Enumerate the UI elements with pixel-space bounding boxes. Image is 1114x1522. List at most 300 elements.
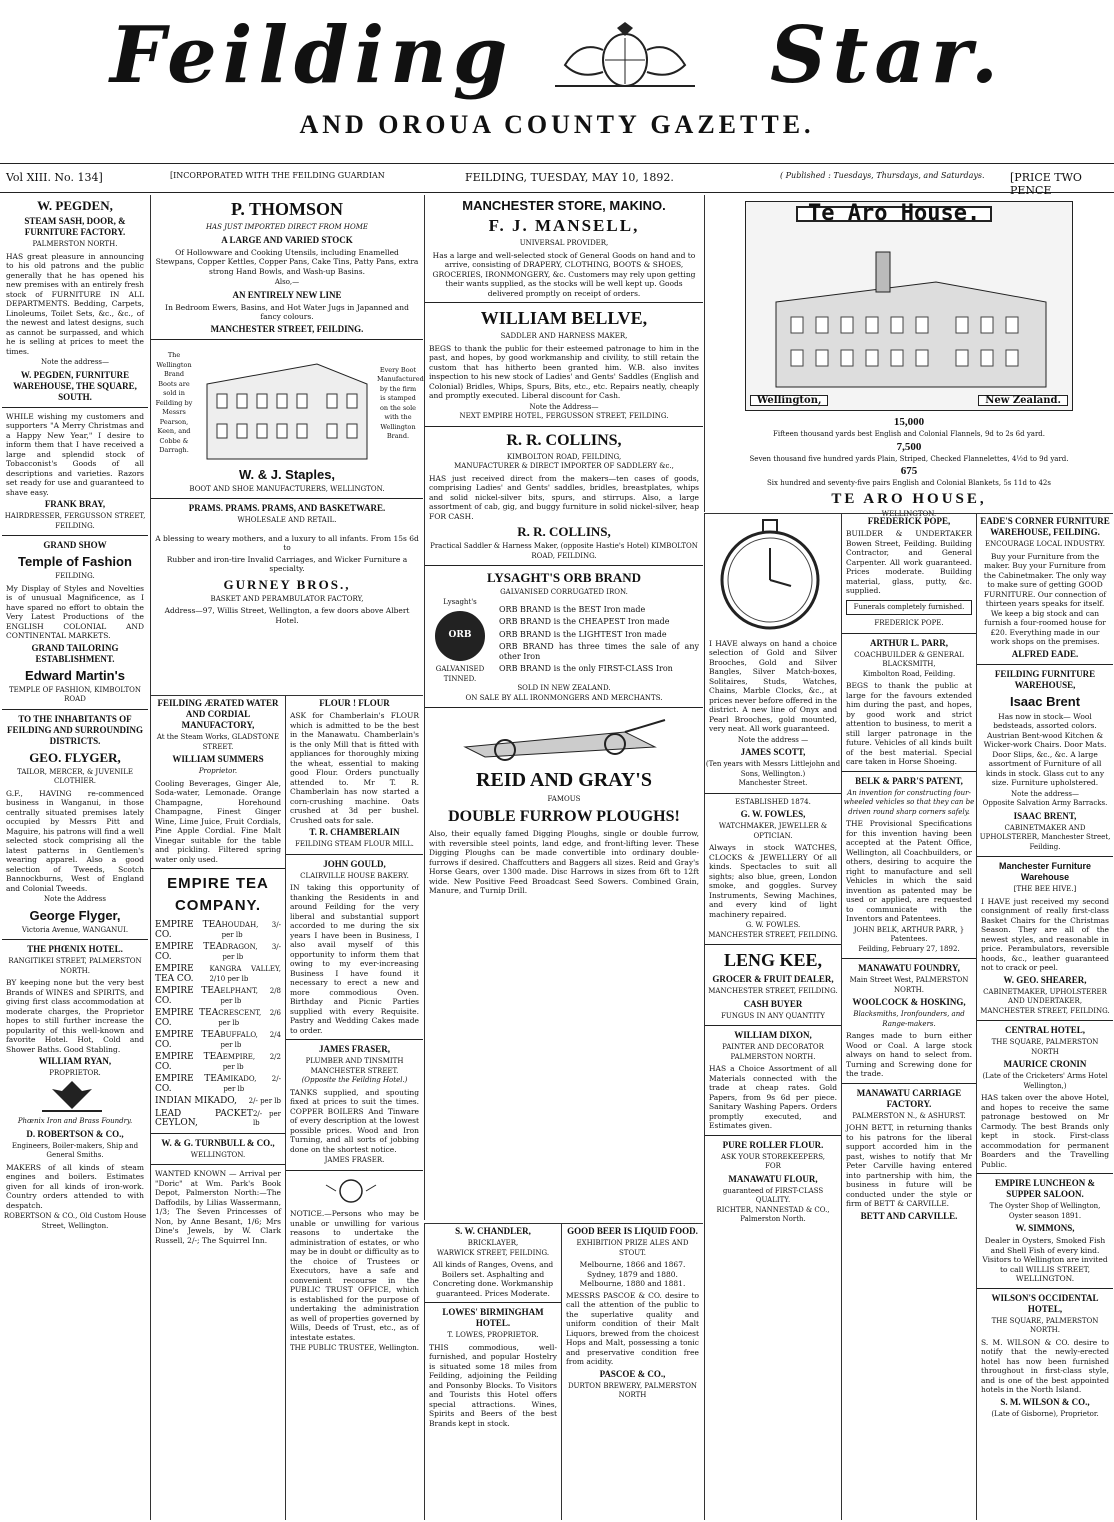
manchester-furniture-heading: Manchester Furniture Warehouse bbox=[998, 861, 1092, 882]
column-7 bbox=[704, 513, 841, 1520]
wilson-body: S. M. WILSON & CO. desire to notify that the newly-erected hotel has now been furnished throughout in first-class style, and is one of the best appointed hotels in the North Island. bbox=[981, 1337, 1109, 1394]
prams-body: A blessing to weary mothers, and a luxury to all infants. From 15s 6d to bbox=[155, 533, 419, 552]
cash-buyer: CASH BUYER bbox=[743, 998, 803, 1009]
public-trust-notice: NOTICE.—Persons who may be unable or unwilling for various reasons to undertake the administration of estates, or who may be in doubt or difficulty as to the choice of Trustees or Executors, have a safe and convenient recourse in the PUBLIC TRUST OFFICE, which is established for the purpose of undertaking the administration as well of properties governed by Wills, Deeds of Trust, etc., as of intestate estates. bbox=[290, 1209, 419, 1342]
orb-logo-icon: ORB bbox=[435, 611, 485, 661]
temple-of-fashion-heading: Temple of Fashion bbox=[18, 554, 132, 569]
pegden-address: W. PEGDEN, FURNITURE WAREHOUSE, THE SQUARE, SOUTH. bbox=[13, 369, 137, 402]
tea-price-row bbox=[155, 1053, 281, 1072]
scott-body: I HAVE always on hand a choice selection of Gold and Silver Brooches, Gold and Silver Bangles, Silver Match-boxes, Solitaires, Studs, Watches, Chains, Marble Clocks, &c., at prices never before offered in the district. A new line of Onyx and Pearl Brooches, gold mounted, very neat. All work guaranteed. bbox=[709, 638, 837, 733]
reid-gray-heading: REID AND GRAY'S bbox=[476, 768, 652, 791]
manawatu-flour-heading: MANAWATU FLOUR, bbox=[728, 1173, 818, 1184]
chandler-body: All kinds of Ranges, Ovens, and Boilers set. Asphalting and Concreting done. Workmanship guaranteed. Prices Moderate. bbox=[432, 1260, 554, 1298]
phoenix-foundry-heading: Phœnix Iron and Brass Foundry. bbox=[17, 1117, 133, 1125]
tea-price-list bbox=[151, 921, 285, 1129]
te-aro-banner: Te Aro House. bbox=[796, 206, 992, 222]
volume-number: Vol XIII. No. 134] bbox=[6, 171, 103, 184]
lowes-heading: LOWES' BIRMINGHAM HOTEL. bbox=[442, 1307, 544, 1328]
shearer-address: MANCHESTER STREET, FEILDING. bbox=[980, 1006, 1110, 1015]
collins-heading-2: R. R. COLLINS, bbox=[517, 524, 611, 539]
divider bbox=[151, 1133, 285, 1134]
manchester-furniture-subheading: [THE BEE HIVE.] bbox=[1013, 885, 1077, 893]
phoenix-body: BY keeping none but the very best Brands of WINES and SPIRITS, and giving first class accommodation at moderate charges, the Proprietor hopes to still further increase the popularity of this well-known and favorite Hotel. Hot, Cold and Shower Baths. Good Stabling. bbox=[6, 978, 144, 1054]
fowles-heading: G. W. FOWLES, bbox=[740, 809, 806, 819]
martin-subheading: TEMPLE OF FASHION, KIMBOLTON ROAD bbox=[8, 685, 142, 703]
leng-kee-heading: LENG KEE, bbox=[723, 950, 823, 970]
wilson-subheading: THE SQUARE, PALMERSTON NORTH. bbox=[991, 1316, 1099, 1334]
fraser-heading: JAMES FRASER, bbox=[318, 1044, 390, 1054]
orb-sale: ON SALE BY ALL IRONMONGERS AND MERCHANTS. bbox=[465, 693, 663, 702]
robertson-heading: D. ROBERTSON & CO., bbox=[26, 1128, 124, 1139]
collins-body: HAS just received direct from the makers—ten cases of goods, comprising Ladies' and Gents' saddles, bridles, breastplates, whips and solid nickel-silver bits, spurs, and stirrups. Also, a large assortment of cab, gig, and buggy furniture in solid nickel-silver, heap FOR CASH. bbox=[429, 473, 699, 521]
figure-675-text: Six hundred and seventy-five pairs English and Colonial Blankets, 5s 11d to 42s bbox=[767, 479, 1051, 487]
aerated-subheading: At the Steam Works, GLADSTONE STREET. bbox=[156, 733, 280, 751]
thomson-new-line-body: In Bedroom Ewers, Basins, and Hot Water Jugs in Japanned and fancy colours. bbox=[165, 302, 409, 321]
tea-price: ELPHANT, 2/8 per lb bbox=[220, 987, 281, 1005]
cronin-body: HAS taken over the above Hotel, and hopes to receive the same patronage bestowed on Mr Carmody. The best Brands only kept in stock. First-class accommodation for permanent Boarders and the Travelling Public. bbox=[981, 1093, 1109, 1169]
tea-price-row bbox=[155, 1075, 281, 1094]
encourage-local: ENCOURAGE LOCAL INDUSTRY. bbox=[984, 540, 1106, 548]
figure-15000-text: Fifteen thousand yards best English and Colonial Flannels, 9d to 2s 6d yard. bbox=[773, 430, 1045, 438]
cronin-heading: MAURICE CRONIN bbox=[1003, 1059, 1087, 1069]
orb-claim-line: ORB BRAND is the only FIRST-CLASS Iron bbox=[499, 664, 673, 673]
robertson-body: MAKERS of all kinds of steam engines and boilers. Estimates given for all kinds of iron-work. Country orders attended to with despatch. bbox=[6, 1162, 144, 1210]
ask-storekeepers: ASK YOUR STOREKEEPERS, bbox=[721, 1152, 825, 1161]
fraser-address: MANCHESTER STREET. bbox=[310, 1066, 399, 1075]
divider bbox=[425, 1302, 561, 1303]
masthead bbox=[0, 0, 1114, 150]
divider bbox=[2, 939, 148, 940]
divider bbox=[151, 1164, 285, 1165]
dixon-body: HAS a Choice Assortment of all Materials connected with the trade at cheap rates. Gold Papers, from 9s 6d per piece. Sanitary Washing Papers. Orders promptly executed, and Estimates given. bbox=[709, 1064, 837, 1130]
fraser-subheading: PLUMBER AND TINSMITH bbox=[305, 1057, 404, 1065]
bett-carville-signature: BETT AND CARVILLE. bbox=[860, 1210, 958, 1221]
patent-subheading: An invention for constructing four-wheeled vehicles so that they can be driven round sharp corners safely. bbox=[843, 788, 975, 816]
chandler-address: WARWICK STREET, FEILDING. bbox=[436, 1248, 550, 1257]
manawatu-flour-subheading: guaranteed of FIRST-CLASS QUALITY. bbox=[722, 1186, 824, 1204]
eade-body: Buy your Furniture from the maker. Buy your Furniture from the Cabinetmaker. The only way to make sure of getting GOOD FURNITURE. Our connection of thirteen years speaks for itself. We keep a big stock and can furnish a four-roomed house for £20. Everything made in our work shops on the premises. bbox=[983, 551, 1107, 646]
divider bbox=[286, 854, 423, 855]
divider bbox=[2, 709, 148, 710]
column-6 bbox=[561, 1223, 703, 1520]
divider bbox=[705, 1025, 841, 1026]
orb-claims bbox=[495, 598, 703, 685]
parr-subheading: COACHBUILDER & GENERAL BLACKSMITH, bbox=[854, 650, 964, 668]
leng-kee-address: MANCHESTER STREET, FEILDING. bbox=[708, 987, 838, 995]
lowes-subheading: T. LOWES, PROPRIETOR. bbox=[447, 1331, 539, 1339]
tea-price-row bbox=[155, 943, 281, 962]
orb-left-label: Lysaght's bbox=[443, 597, 477, 606]
divider bbox=[151, 498, 423, 499]
divider bbox=[705, 793, 841, 794]
divider bbox=[425, 302, 703, 303]
robertson-subheading: Engineers, Boiler-makers, Ship and General Smiths. bbox=[11, 1141, 139, 1159]
divider bbox=[425, 707, 703, 708]
te-aro-city: WELLINGTON. bbox=[881, 509, 937, 518]
column-2-lower bbox=[150, 695, 285, 1520]
tea-brand: EMPIRE TEA CO. bbox=[155, 986, 221, 1006]
empire-tea-heading: EMPIRE TEA COMPANY. bbox=[167, 875, 269, 914]
te-aro-signature: TE ARO HOUSE, bbox=[831, 490, 987, 507]
temple-body: My Display of Styles and Novelties is of unusual Magnificence, as I have spared no effort to obtain the Very Latest Productions of the ENGLISH COLONIAL AND CONTINENTAL MARKETS. bbox=[6, 583, 144, 640]
richter-heading: RICHTER, NANNESTAD & CO., bbox=[716, 1205, 830, 1214]
aerated-heading: FEILDING ÆRATED WATER AND CORDIAL MANUFACTORY, bbox=[157, 698, 279, 730]
tea-brand: EMPIRE TEA CO. bbox=[155, 1008, 219, 1028]
parr-heading: ARTHUR L. PARR, bbox=[869, 637, 949, 648]
pegden-heading: W. PEGDEN, bbox=[37, 198, 113, 213]
ask-for: FOR bbox=[765, 1162, 781, 1170]
roller-flour-heading: PURE ROLLER FLOUR. bbox=[722, 1139, 824, 1150]
tea-price-row bbox=[155, 1110, 281, 1129]
phoenix-subheading: RANGITIKEI STREET, PALMERSTON NORTH. bbox=[8, 957, 142, 975]
pocket-watch-icon bbox=[705, 514, 835, 634]
exhibition-body: Melbourne, 1866 and 1867. Sydney, 1879 and 1880. Melbourne, 1880 and 1881. bbox=[579, 1260, 686, 1288]
tea-price: DRAGON, 3/- per lb bbox=[222, 943, 281, 961]
wilson-signature: S. M. WILSON & CO., bbox=[1000, 1396, 1090, 1407]
tea-price: MIKADO, 2/- per lb bbox=[223, 1075, 281, 1093]
thomson-body: Of Hollowware and Cooking Utensils, including Enamelled Stewpans, Copper Kettles, Copper Pans, Cake Tins, Patty Pans, extra strong Hand Bowls, and Wash-up Basins. bbox=[155, 247, 419, 276]
wanted-known-notice: WANTED KNOWN — Arrival per "Doric" at Wm. Park's Book Depot, Palmerston North:—The Daffodils, by Lilias Wassermann, 1/3; The Seven Princesses of Non, by Anne Besant, 1/6; Mrs Dine's Jewels, by W. Clark Russell, 2/-; The Squirrel Inn. bbox=[155, 1169, 281, 1245]
divider bbox=[977, 1020, 1113, 1021]
brent-heading: Isaac Brent bbox=[1009, 693, 1081, 709]
patent-body: THE Provisional Specifications for this invention having been accepted at the Patent Office, Wellington, all Coachbuilders, or others, desiring to acquire the right to manufacture and sell Vehicles in which the said invention as patented may be used or applied, are requested to communicate with the Inventors and Patentees. bbox=[846, 819, 972, 923]
foundry-heading: MANAWATU FOUNDRY, bbox=[858, 963, 960, 973]
flyger-subheading: TAILOR, MERCER, & JUVENILE CLOTHIER. bbox=[17, 767, 133, 785]
divider bbox=[842, 1083, 976, 1084]
flyger-note: Note the Address bbox=[44, 895, 106, 903]
orb-subheading: GALVANISED CORRUGATED IRON. bbox=[500, 588, 628, 596]
carriage-body: JOHN BETT, in returning thanks to his patrons for the liberal support accorded him in the past, wishes to notify that Mr Peter Carville having entered into partnership with him, the business in future will be conducted under the style or firm of BETT & CARVILLE. bbox=[846, 1123, 972, 1208]
mansell-body: Has a large and well-selected stock of General Goods on hand and to arrive, consisting of DRAPERY, CLOTHING, BOOTS & SHOES, GROCERIES, IRONMONGERY, &c. Customers may rely upon getting their wants supplied, as the stocks will be well kept up. Goods delivered promptly on receipt of orders. bbox=[432, 250, 696, 298]
prams-heading: PRAMS. PRAMS. PRAMS, AND BASKETWARE. bbox=[188, 503, 386, 513]
summers-heading: WILLIAM SUMMERS bbox=[172, 754, 264, 764]
chandler-subheading: BRICKLAYER, bbox=[467, 1239, 519, 1247]
coat-of-arms-icon bbox=[525, 20, 725, 90]
bellve-body: BEGS to thank the public for their esteemed patronage to him in the past, and hopes, by good workmanship and civility, to still retain the custom that has hitherto been granted him. W.B. also invites inspection to his new stock of Ladies' and Gents' Saddles (English and Colonial) Bridles, Whips, Spurs, Bits, etc., etc. Repairs neatly, cheaply and promptly executed. Liberal discount for Cash. bbox=[429, 343, 699, 400]
carriage-heading: MANAWATU CARRIAGE FACTORY. bbox=[856, 1087, 962, 1109]
column-9 bbox=[976, 513, 1113, 1520]
pegden-place: PALMERSTON NORTH. bbox=[32, 240, 118, 248]
orb-left-label-2: GALVANISED TINNED. bbox=[435, 665, 485, 683]
scott-address: Manchester Street. bbox=[738, 779, 808, 787]
column-3 bbox=[285, 695, 423, 1520]
lowes-body: THIS commodious, well-furnished, and popular Hostelry is situated some 18 miles from Feilding, adjoining the Feilding and Ponsonby Blocks. To Visitors and Tourists this Hotel offers special attractions. Wines, Spirits and Beers of the best Brands kept in stock. bbox=[429, 1342, 557, 1428]
orb-claim-line: ORB BRAND is the CHEAPEST Iron made bbox=[499, 617, 670, 626]
bray-subheading: HAIRDRESSER, FERGUSSON STREET, FEILDING. bbox=[4, 512, 146, 530]
fungus-line: FUNGUS IN ANY QUANTITY bbox=[721, 1011, 825, 1020]
tea-price: KANGRA VALLEY, 2/10 per lb bbox=[209, 965, 281, 983]
column-2-upper bbox=[150, 195, 423, 695]
gurney-subheading: BASKET AND PERAMBULATOR FACTORY, bbox=[210, 594, 364, 603]
bellve-note: Note the Address— bbox=[529, 402, 599, 411]
fowles-signature: G. W. FOWLES. bbox=[745, 921, 801, 929]
masthead-title-right: Star. bbox=[770, 10, 1004, 101]
pope-body: BUILDER & UNDERTAKER Bowen Street, Feilding. Building Contractor, and General Carpenter. All work guaranteed. Prices moderate. Building material, glass, putty, &c. supplied. bbox=[846, 529, 972, 595]
divider bbox=[2, 535, 148, 536]
staples-right-note: Every Boot Manufactured by the firm is stamped on the sole with the Wellington Brand. bbox=[377, 365, 424, 440]
scott-note: Note the address — bbox=[737, 735, 809, 744]
reid-gray-subheading: FAMOUS bbox=[547, 794, 581, 803]
staples-subheading: BOOT AND SHOE MANUFACTURERS, WELLINGTON. bbox=[189, 484, 385, 493]
boot-factory-building-icon bbox=[197, 344, 373, 464]
leng-kee-subheading: GROCER & FRUIT DEALER, bbox=[712, 974, 834, 984]
collins-heading: R. R. COLLINS, bbox=[506, 431, 622, 449]
plough-illustration-icon bbox=[425, 712, 695, 762]
fraser-body: TANKS supplied, and spouting fixed at prices to suit the times. COPPER BOILERS And Tinware of every description at the lowest possible prices. Wood and Iron Turning, and all sorts of jobbing done on the shortest notice. bbox=[290, 1087, 419, 1154]
collins-subheading-2: MANUFACTURER & DIRECT IMPORTER OF SADDLERY &c., bbox=[454, 462, 674, 470]
scott-subheading: (Ten years with Messrs Littlejohn and Sons, Wellington.) bbox=[705, 760, 841, 778]
thomson-also: Also,— bbox=[274, 278, 300, 286]
parr-address: Kimbolton Road, Feilding. bbox=[862, 669, 956, 678]
brent-warehouse-heading: FEILDING FURNITURE WAREHOUSE, bbox=[994, 668, 1096, 690]
brent-note: Note the address— bbox=[1010, 789, 1080, 798]
staples-left-note: The Wellington Brand Boots are sold in Feilding by Messrs Pearson, Keen, and Cobbe & Darragh. bbox=[155, 351, 193, 455]
issue-date: FEILDING, TUESDAY, MAY 10, 1892. bbox=[465, 171, 674, 184]
mansell-heading: F. J. MANSELL, bbox=[488, 216, 640, 235]
incorporated-note: [INCORPORATED WITH THE FEILDING GUARDIAN bbox=[170, 171, 385, 180]
pegden-note: Note the address— bbox=[40, 358, 110, 366]
tea-price-row bbox=[155, 987, 281, 1006]
simmons-heading: W. SIMMONS, bbox=[1015, 1223, 1075, 1233]
tea-price-row bbox=[155, 965, 281, 984]
shearer-heading: W. GEO. SHEARER, bbox=[1003, 974, 1087, 985]
tea-brand: EMPIRE TEA CO. bbox=[155, 1074, 224, 1094]
tea-price-row bbox=[155, 1097, 281, 1107]
empire-luncheon-heading: EMPIRE LUNCHEON & SUPPER SALOON. bbox=[994, 1178, 1095, 1199]
foundry-subheading: Main Street West, PALMERSTON NORTH. bbox=[849, 976, 969, 994]
divider bbox=[977, 1173, 1113, 1174]
grand-show-heading: GRAND SHOW bbox=[43, 540, 107, 550]
te-aro-building-icon bbox=[756, 242, 1062, 392]
thomson-stock: A LARGE AND VARIED STOCK bbox=[221, 234, 353, 245]
scott-heading: JAMES SCOTT, bbox=[740, 747, 806, 757]
ryan-subheading: PROPRIETOR. bbox=[49, 1069, 101, 1077]
column-5 bbox=[424, 1223, 561, 1520]
prams-subheading: WHOLESALE AND RETAIL. bbox=[237, 516, 337, 524]
martin-heading: Edward Martin's bbox=[25, 667, 125, 683]
column-4 bbox=[424, 195, 703, 1220]
pascoe-subheading: DURTON BREWERY, PALMERSTON NORTH bbox=[567, 1381, 698, 1399]
te-aro-label-right: New Zealand. bbox=[978, 395, 1068, 407]
tea-brand: EMPIRE TEA CO. bbox=[155, 920, 222, 940]
summers-subheading: Proprietor. bbox=[198, 767, 238, 775]
tea-price-row bbox=[155, 921, 281, 940]
established-note: ESTABLISHED 1874. bbox=[735, 797, 811, 806]
funerals-box: Funerals completely furnished. bbox=[846, 600, 972, 616]
phoenix-heading: THE PHŒNIX HOTEL. bbox=[27, 944, 123, 954]
exhibition-heading: EXHIBITION PRIZE ALES AND STOUT. bbox=[576, 1239, 689, 1257]
fraser-signature: JAMES FRASER. bbox=[324, 1156, 385, 1164]
collins-subheading-3: Practical Saddler & Harness Maker, (opposite Hastie's Hotel) KIMBOLTON ROAD, FEILDING. bbox=[430, 542, 698, 560]
divider bbox=[425, 426, 703, 427]
divider bbox=[2, 407, 148, 408]
dateline bbox=[0, 163, 1114, 197]
fraser-opposite: (Opposite the Feilding Hotel.) bbox=[301, 1076, 408, 1084]
thomson-new-line: AN ENTIRELY NEW LINE bbox=[232, 289, 342, 300]
column-1 bbox=[2, 195, 148, 1520]
figure-7500-text: Seven thousand five hundred yards Plain, Striped, Checked Flannelettes, 4½d to 9d yard. bbox=[749, 454, 1069, 463]
thomson-heading: P. THOMSON bbox=[230, 199, 344, 219]
tea-brand: LEAD PACKET CEYLON, bbox=[155, 1108, 253, 1128]
bray-heading: FRANK BRAY, bbox=[44, 499, 106, 509]
pope-signature: FREDERICK POPE. bbox=[874, 619, 944, 627]
woolcock-subheading: Blacksmiths, Ironfounders, and Range-makers. bbox=[853, 1010, 965, 1028]
dixon-subheading: PAINTER AND DECORATOR bbox=[722, 1043, 824, 1051]
divider bbox=[842, 771, 976, 772]
orb-sold: SOLD IN NEW ZEALAND. bbox=[517, 684, 611, 692]
divider bbox=[286, 1170, 423, 1171]
good-beer-heading: GOOD BEER IS LIQUID FOOD. bbox=[567, 1226, 698, 1236]
eade-heading: EADE'S CORNER FURNITURE WAREHOUSE, FEILDING. bbox=[980, 516, 1110, 537]
figure-7500: 7,500 bbox=[896, 440, 922, 453]
tea-price: EMPIRE, 2/2 per lb bbox=[222, 1053, 281, 1071]
royal-crest-icon bbox=[286, 1175, 416, 1205]
column-8 bbox=[841, 513, 976, 1520]
temple-place: FEILDING. bbox=[55, 572, 95, 580]
chamberlain-heading: T. R. CHAMBERLAIN bbox=[309, 827, 400, 837]
divider bbox=[151, 339, 423, 340]
pope-heading: FREDERICK POPE, bbox=[867, 516, 951, 526]
simmons-body: Dealer in Oysters, Smoked Fish and Shell Fish of every kind. Visitors to Wellington are invited to call WILLIS STREET, WELLINGTON. bbox=[982, 1236, 1108, 1283]
te-aro-label-left: Wellington, bbox=[750, 395, 828, 407]
chandler-heading: S. W. CHANDLER, bbox=[455, 1226, 531, 1236]
tea-brand: EMPIRE TEA CO. bbox=[155, 942, 223, 962]
tailoring-heading: GRAND TAILORING ESTABLISHMENT. bbox=[31, 642, 119, 664]
gurney-address: Address—97, Willis Street, Wellington, a few doors above Albert Hotel. bbox=[164, 606, 410, 625]
phoenix-bird-icon bbox=[2, 1079, 142, 1115]
manchester-furniture-body: I HAVE just received my second consignment of really first-class Basket Chairs for the Christmas Season. They are all of the newest styles, and reasonable in price. Perambulators, reversible hoods, &c., leather guaranteed not to crack or peel. bbox=[981, 896, 1109, 972]
brent-subheading: CABINETMAKER AND UPHOLSTERER, Manchester Street, Feilding. bbox=[979, 823, 1111, 851]
staples-heading: W. & J. Staples, bbox=[238, 466, 336, 482]
turnbull-subheading: WELLINGTON. bbox=[190, 1150, 246, 1159]
pegden-subheading: STEAM SASH, DOOR, & FURNITURE FACTORY. bbox=[24, 216, 126, 237]
flyger-name: George Flyger, bbox=[29, 907, 121, 923]
public-trustee-signature: THE PUBLIC TRUSTEE, Wellington. bbox=[290, 1344, 419, 1352]
pegden-body: HAS great pleasure in announcing to his old patrons and the public generally that he has opened his new premises with an entirely fresh stock of FURNITURE IN ALL DEPARTMENTS. Bedding, Carpets, Linoleums, Toilet Sets, &c., &c., of the newest and latest designs, such as cannot be surpassed, and which he is selling at prices to meet the times. bbox=[6, 251, 144, 356]
bray-body: WHILE wishing my customers and supporters "A Merry Christmas and a Happy New Year," I desire to inform them that I have received a large and splendid stock of Tobacconist's Goods of all descriptions and varieties. Razors set ready for use and guaranteed to shave easy. bbox=[6, 411, 144, 497]
summers-body: Cooling Beverages, Ginger Ale, Soda-water, Lemonade. Orange Champagne, Horehound Champagne, Finest Ginger Wine, Lime Juice, Fruit Cordials, Pine Apple Cordial. Fine Malt Vinegar suitable for the table and pickling. Filtered spring water only used. bbox=[155, 778, 281, 864]
bellve-address: NEXT EMPIRE HOTEL, FERGUSSON STREET, FEILDING. bbox=[459, 412, 669, 420]
divider bbox=[425, 565, 703, 566]
patent-date: Feilding, February 27, 1892. bbox=[858, 944, 960, 953]
divider bbox=[286, 1039, 423, 1040]
divider bbox=[842, 958, 976, 959]
masthead-subtitle: AND OROUA COUNTY GAZETTE. bbox=[299, 110, 815, 139]
tea-price: HOUDAH, 3/- per lb bbox=[221, 921, 281, 939]
brent-heading-2: ISAAC BRENT, bbox=[1013, 810, 1077, 821]
bellve-heading: WILLIAM BELLVE, bbox=[480, 308, 648, 328]
tea-price: CRESCENT, 2/6 per lb bbox=[218, 1009, 281, 1027]
gould-body: IN taking this opportunity of thanking the Residents in and around Feilding for the very liberal and substantial support accorded to me during the six years I have been in Business, I also avail myself of this opportunity to inform them that owing to my ever-increasing Business I have found it necessary to erect a new and more commodious Oven. Birthday and Picnic Parties supplied with every Requisite. Pastry and Wedding Cakes made to order. bbox=[290, 883, 419, 1035]
gould-subheading: CLAIRVILLE HOUSE BAKERY. bbox=[300, 871, 409, 880]
fowles-subheading: WATCHMAKER, JEWELLER & OPTICIAN. bbox=[718, 822, 828, 840]
cronin-subheading: (Late of the Cricketers' Arms Hotel Wellington,) bbox=[982, 1072, 1108, 1090]
tea-price: 2/- per lb bbox=[248, 1097, 281, 1105]
tea-price: BUFFALO, 2/4 per lb bbox=[220, 1031, 281, 1049]
shearer-subheading: CABINETMAKER, UPHOLSTERER AND UNDERTAKER, bbox=[983, 987, 1107, 1005]
turnbull-heading: W. & G. TURNBULL & CO., bbox=[161, 1137, 275, 1148]
woolcock-body: Ranges made to burn either Wood or Coal. A large stock always on hand to select from. Turning and Screwing done for the trade. bbox=[846, 1031, 972, 1078]
chamberlain-subheading: FEILDING STEAM FLOUR MILL. bbox=[295, 840, 414, 848]
wilson-signature-2: (Late of Gisborne), Proprietor. bbox=[991, 1409, 1099, 1418]
empire-luncheon-body: The Oyster Shop of Wellington, Oyster season 1891. bbox=[989, 1202, 1101, 1220]
patent-heading: BELK & PARR'S PATENT, bbox=[855, 775, 963, 786]
wilson-heading: WILSON'S OCCIDENTAL HOTEL, bbox=[991, 1292, 1099, 1314]
orb-claim-line: ORB BRAND is the LIGHTEST Iron made bbox=[499, 629, 667, 639]
tea-brand: INDIAN MIKADO, bbox=[155, 1096, 237, 1106]
dixon-place: PALMERSTON NORTH. bbox=[730, 1052, 816, 1061]
pascoe-heading: PASCOE & CO., bbox=[599, 1368, 666, 1379]
gurney-heading: GURNEY BROS., bbox=[223, 576, 351, 592]
divider bbox=[977, 1288, 1113, 1289]
figure-15000: 15,000 bbox=[893, 416, 925, 428]
divider bbox=[977, 856, 1113, 857]
tea-price: 2/- per lb bbox=[252, 1109, 281, 1127]
divider bbox=[705, 1135, 841, 1136]
price: [PRICE TWO PENCE bbox=[1010, 171, 1082, 197]
flour-heading: FLOUR ! FLOUR bbox=[319, 698, 390, 708]
eade-signature: ALFRED EADE. bbox=[1011, 648, 1079, 659]
inhabitants-heading: TO THE INHABITANTS OF FEILDING AND SURROUNDING DISTRICTS. bbox=[6, 713, 143, 746]
tea-price-row bbox=[155, 1031, 281, 1050]
prams-body-2: Rubber and iron-tire Invalid Carriages, and Wicker Furniture a specialty. bbox=[166, 554, 408, 573]
tea-brand: EMPIRE TEA CO. bbox=[155, 1030, 221, 1050]
flyger-address: Victoria Avenue, WANGANUI. bbox=[21, 925, 129, 934]
bellve-subheading: SADDLER AND HARNESS MAKER, bbox=[500, 332, 628, 340]
divider bbox=[842, 633, 976, 634]
patentees: JOHN BELK, ARTHUR PARR, } Patentees. bbox=[853, 925, 965, 943]
thomson-subheading: HAS JUST IMPORTED DIRECT FROM HOME bbox=[205, 223, 369, 231]
tea-brand: EMPIRE TEA CO. bbox=[155, 964, 194, 984]
manchester-store-heading: MANCHESTER STORE, MAKINO. bbox=[462, 198, 666, 213]
te-aro-illustration bbox=[745, 201, 1073, 411]
fowles-address: MANCHESTER STREET, FEILDING. bbox=[708, 930, 838, 939]
robertson-signature: ROBERTSON & CO., Old Custom House Street, Wellington. bbox=[3, 1212, 147, 1230]
tea-brand: EMPIRE TEA CO. bbox=[155, 1052, 223, 1072]
flour-body: ASK for Chamberlain's FLOUR which is admitted to be the best in the Manawatu. Chamberlain's is the only Mill that is fitted with appliances for thoroughly mixing the wheat, essential to making good Flour. Orders punctually attended to. Mr T. R. Chamberlain has now started a corn-crushing machine. Oats crushed at 3d per bushel. Crushed oats for sale. bbox=[290, 711, 419, 825]
brent-body: Has now in stock— Wool bedsteads, assorted colors. Austrian Bent-wood Kitchen & Wicker-work Chairs. Door Mats. Door Slips, &c., &c. A large assortment of Furniture of all kinds in stock. Glass cut to any size. Furniture upholstered. bbox=[983, 711, 1107, 787]
publication-days: ( Published : Tuesdays, Thursdays, and Saturdays. bbox=[780, 171, 985, 180]
masthead-title-left: Feilding bbox=[110, 10, 514, 101]
te-aro-block bbox=[704, 195, 1113, 518]
ryan-heading: WILLIAM RYAN, bbox=[38, 1056, 112, 1066]
double-furrow-heading: DOUBLE FURROW PLOUGHS! bbox=[448, 808, 680, 825]
central-hotel-heading: CENTRAL HOTEL, bbox=[1004, 1025, 1086, 1035]
central-hotel-subheading: THE SQUARE, PALMERSTON NORTH bbox=[991, 1038, 1099, 1056]
carriage-subheading: PALMERSTON N., & ASHURST. bbox=[852, 1111, 966, 1120]
brent-address: Opposite Salvation Army Barracks. bbox=[982, 799, 1108, 807]
thomson-address: MANCHESTER STREET, FEILDING. bbox=[210, 323, 364, 334]
parr-body: BEGS to thank the public at large for the favours extended him during the past, and hopes, by good work and strict attention to business, to merit a still larger patronage in the future. Vehicles of all kinds built of the best material. Special care taken in Horse Shoeing. bbox=[846, 681, 972, 766]
figure-675: 675 bbox=[900, 465, 918, 477]
pascoe-body: MESSRS PASCOE & CO. desire to call the attention of the public to the superlative quality and uniform condition of their Malt Liquors, brewed from the choicest Hops and Malt, possessing a tonic and preservative condition free from acidity. bbox=[566, 1290, 699, 1366]
orb-claim-line: ORB BRAND is the BEST Iron made bbox=[499, 604, 646, 614]
flyger-body: G.F., HAVING re-commenced business in Wanganui, in those centrally situated premises lately occupied by Messrs Pitt and Maguire, his patrons will find a well selected stock comprising all the latest patterns in Gentlemen's wearing apparel. Also a good selection of Tweeds, Scotch Bannockburns, West of England and Colonial Tweeds. bbox=[6, 788, 144, 893]
reid-gray-body: Also, their equally famed Digging Ploughs, single or double furrow, with reversible steel points, land edge, and front-lifting lever. These Digging Ploughs can be made convertible into ordinary double-furrows if desired. Chaffcutters and Baggers all sizes. Reid and Gray's Horse Gears, over 1300 made. Disc Harrows in sizes from 6ft to 12ft wide. New Positive Feed Broadcast Seed Sowers. Combined Grain, Manure, and Turnip Drill. bbox=[429, 829, 699, 895]
woolcock-heading: WOOLCOCK & HOSKING, bbox=[852, 997, 966, 1007]
orb-claim-line: ORB BRAND has three times the sale of any other Iron bbox=[499, 642, 699, 661]
dixon-heading: WILLIAM DIXON, bbox=[734, 1030, 812, 1040]
mansell-subheading: UNIVERSAL PROVIDER, bbox=[519, 239, 609, 247]
divider bbox=[705, 944, 841, 945]
tea-price-row bbox=[155, 1009, 281, 1028]
divider bbox=[977, 664, 1113, 665]
flyger-heading: GEO. FLYGER, bbox=[29, 749, 121, 765]
fowles-body: Always in stock WATCHES, CLOCKS & JEWELLERY Of all kinds. Spectacles to suit all sights; also blue, green, London smoke, and goggles. Survey Instruments, Sewing Machines, and every kind of light machinery repaired. bbox=[709, 843, 837, 919]
orb-heading: LYSAGHT'S ORB BRAND bbox=[486, 570, 642, 585]
gould-heading: JOHN GOULD, bbox=[323, 858, 386, 869]
richter-subheading: Palmerston North. bbox=[740, 1215, 806, 1223]
